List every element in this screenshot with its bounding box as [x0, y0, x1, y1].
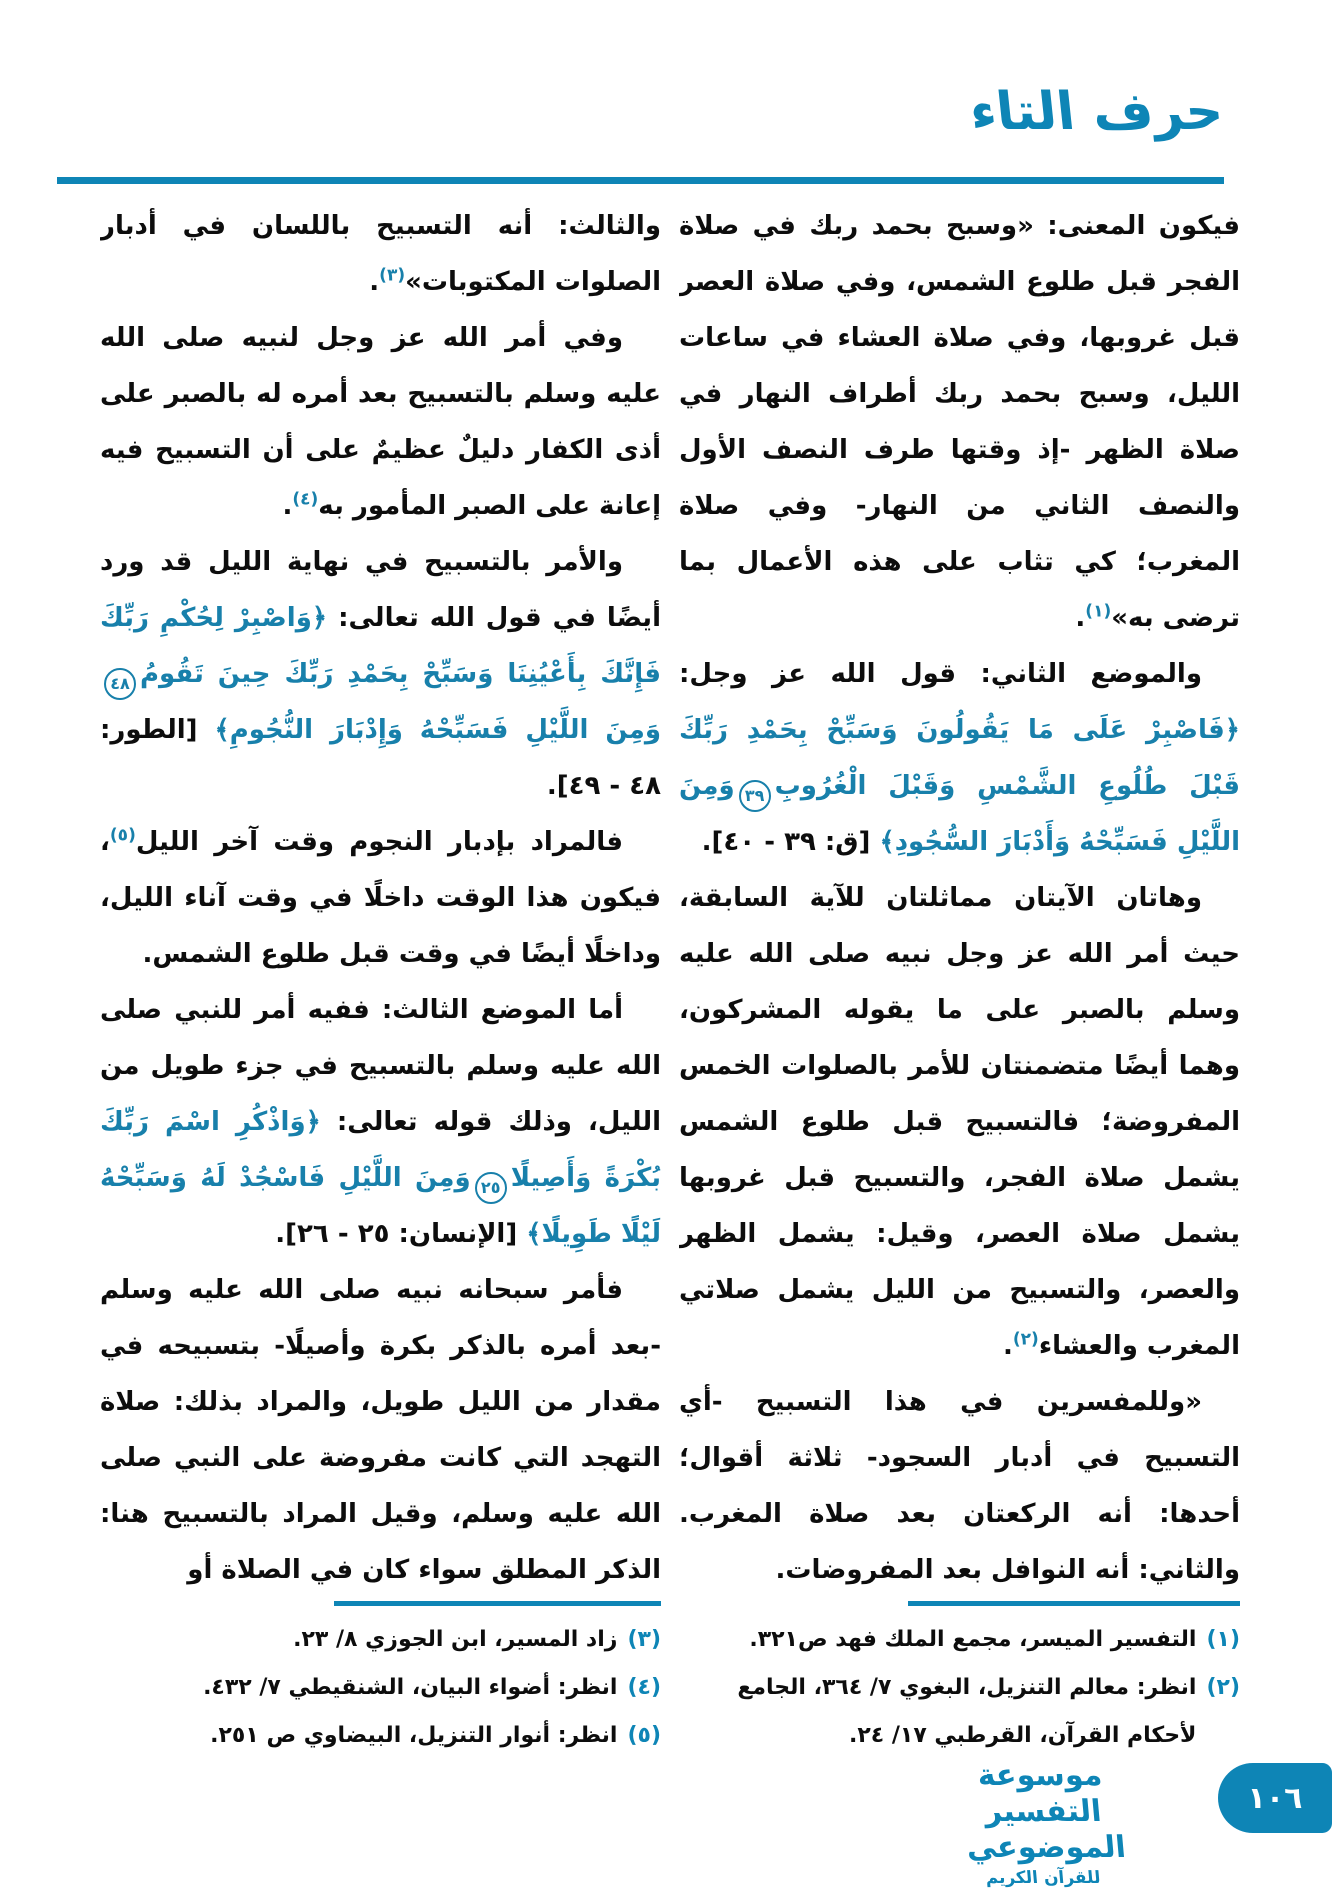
text-column-right [679, 198, 1240, 1596]
publisher-logo [918, 1758, 1168, 1890]
footnote-text: انظر: أنوار التنزيل، البيضاوي ص ٢٥١. [210, 1723, 618, 1748]
footnote-item [100, 1712, 661, 1760]
body-paragraph [100, 534, 661, 814]
quran-verse-text: وَمِنَ اللَّيْلِ فَاسْجُدْ لَهُ وَسَبِّحْهُ لَيْلًا طَوِيلًا﴾ [100, 1163, 661, 1249]
body-text: . [1075, 603, 1086, 633]
footnote-ref: (٤) [292, 489, 319, 510]
body-text: ، فيكون هذا الوقت داخلًا في وقت آناء الليل، وداخلًا أيضًا في وقت قبل طلوع الشمس. [100, 827, 661, 969]
footnote-number: (١) [1206, 1627, 1240, 1652]
footnote-ref: (٥) [109, 825, 136, 846]
quran-verse-text: ﴿وَاصْبِرْ لِحُكْمِ رَبِّكَ فَإِنَّكَ بِأَعْيُنِنَا وَسَبِّحْ بِحَمْدِ رَبِّكَ حِينَ تَقُومُ [100, 603, 661, 689]
quran-verse-text: ﴿وَاذْكُرِ اسْمَ رَبِّكَ بُكْرَةً وَأَصِيلًا [100, 1107, 661, 1193]
logo-title: موسوعة التفسير الموضوعي [965, 1758, 1128, 1865]
ayah-number-medallion: ٤٨ [104, 668, 136, 700]
body-paragraph [679, 1374, 1240, 1596]
footnote-text: انظر: معالم التنزيل، البغوي ٧/ ٣٦٤، الجامع لأحكام القرآن، القرطبي ١٧/ ٢٤. [737, 1675, 1197, 1748]
body-paragraph [100, 310, 661, 534]
body-text: والموضع الثاني: قول الله عز وجل: [679, 659, 1202, 689]
footnotes-column-left [100, 1616, 661, 1760]
body-text: والثالث: أنه التسبيح باللسان في أدبار الصلوات المكتوبات» [100, 211, 661, 297]
body-text: فأمر سبحانه نبيه صلى الله عليه وسلم -بعد أمره بالذكر بكرة وأصيلًا- بتسبيحه في مقدار من الليل طويل، والمراد بذلك: صلاة التهجد التي كانت مفروضة على النبي صلى الله عليه وسلم، وقيل المراد بالتسبيح هنا: الذكر المطلق سواء كان في الصلاة أو [100, 1275, 661, 1585]
body-paragraph [100, 814, 661, 982]
body-text: [الطور: ٤٨ - ٤٩]. [100, 715, 661, 801]
body-text: . [369, 267, 380, 297]
body-text: . [282, 491, 293, 521]
footnotes-column-right [679, 1616, 1240, 1760]
body-paragraph [100, 198, 661, 310]
body-paragraph [100, 982, 661, 1262]
page-number: ١٠٦ [1247, 1780, 1303, 1816]
body-text: [ق: ٣٩ - ٤٠]. [701, 827, 880, 857]
logo-subtitle: للقرآن الكريم [984, 1868, 1102, 1888]
footnote-number: (٢) [1206, 1675, 1240, 1700]
body-paragraph [679, 870, 1240, 1374]
ayah-number-medallion: ٢٥ [475, 1172, 507, 1204]
body-text: وفي أمر الله عز وجل لنبيه صلى الله عليه وسلم بالتسبيح بعد أمره له بالصبر على أذى الكفار دليلٌ عظيمٌ على أن التسبيح فيه إعانة على الصبر المأمور به [100, 323, 661, 521]
body-paragraph [679, 646, 1240, 870]
footnote-number: (٣) [627, 1627, 661, 1652]
footnote-text: التفسير الميسر، مجمع الملك فهد ص٣٢١. [749, 1627, 1197, 1652]
body-paragraph [679, 198, 1240, 646]
footnote-item [679, 1664, 1240, 1760]
body-text: «وللمفسرين في هذا التسبيح -أي التسبيح في أدبار السجود- ثلاثة أقوال؛ أحدها: أنه الركعتان بعد صلاة المغرب. والثاني: أنه النوافل بعد المفروضات. [679, 1387, 1240, 1585]
text-column-left [100, 198, 661, 1596]
page-number-tab [1218, 1763, 1332, 1833]
header-divider-rule [57, 177, 1224, 184]
quran-verse-text: وَمِنَ اللَّيْلِ فَسَبِّحْهُ وَإِدْبَارَ النُّجُومِ﴾ [214, 715, 661, 745]
footnote-item [100, 1664, 661, 1712]
footnote-item [100, 1616, 661, 1664]
body-paragraph [100, 1262, 661, 1596]
footnote-ref: (٣) [379, 265, 406, 286]
footnote-ref: (٢) [1012, 1329, 1039, 1350]
body-text: وهاتان الآيتان مماثلتان للآية السابقة، حيث أمر الله عز وجل نبيه صلى الله عليه وسلم بالصبر على ما يقوله المشركون، وهما أيضًا متضمنتان للأمر بالصلوات الخمس المفروضة؛ فالتسبيح قبل طلوع الشمس يشمل صلاة الفجر، والتسبيح قبل غروبها يشمل صلاة العصر، وقيل: يشمل الظهر والعصر، والتسبيح من الليل يشمل صلاتي المغرب والعشاء [679, 883, 1240, 1361]
quran-verse-text: وَمِنَ اللَّيْلِ فَسَبِّحْهُ وَأَدْبَارَ السُّجُودِ﴾ [679, 771, 1240, 857]
body-text: فالمراد بإدبار النجوم وقت آخر الليل [135, 827, 623, 857]
footnote-text: انظر: أضواء البيان، الشنقيطي ٧/ ٤٣٢. [203, 1675, 618, 1700]
footnote-text: زاد المسير، ابن الجوزي ٨/ ٢٣. [293, 1627, 618, 1652]
ayah-number-medallion: ٣٩ [739, 780, 771, 812]
footnote-separator-right [908, 1601, 1240, 1606]
footnote-item [679, 1616, 1240, 1664]
body-text: . [1002, 1331, 1013, 1361]
body-text: والأمر بالتسبيح في نهاية الليل قد ورد أيضًا في قول الله تعالى: [100, 547, 661, 633]
footnotes-section [100, 1616, 1240, 1760]
body-text: أما الموضع الثالث: ففيه أمر للنبي صلى الله عليه وسلم بالتسبيح في جزء طويل من الليل، وذلك قوله تعالى: [100, 995, 661, 1137]
quran-verse-text: ﴿فَاصْبِرْ عَلَى مَا يَقُولُونَ وَسَبِّحْ بِحَمْدِ رَبِّكَ قَبْلَ طُلُوعِ الشَّمْسِ وَقَبْلَ الْغُرُوبِ [679, 715, 1240, 801]
footnote-number: (٥) [627, 1723, 661, 1748]
footnote-ref: (١) [1085, 601, 1112, 622]
page-header-title: حرف التاء [966, 82, 1227, 142]
text-columns [100, 198, 1240, 1596]
footnote-number: (٤) [627, 1675, 661, 1700]
body-text: فيكون المعنى: «وسبح بحمد ربك في صلاة الفجر قبل طلوع الشمس، وفي صلاة العصر قبل غروبها، وفي صلاة العشاء في ساعات الليل، وسبح بحمد ربك أطراف النهار في صلاة الظهر -إذ وقتها طرف النصف الأول والنصف الثاني من النهار- وفي صلاة المغرب؛ كي تثاب على هذه الأعمال بما ترضى به» [679, 211, 1240, 633]
footnote-separator-left [334, 1601, 661, 1606]
body-text: [الإنسان: ٢٥ - ٢٦]. [275, 1219, 527, 1249]
